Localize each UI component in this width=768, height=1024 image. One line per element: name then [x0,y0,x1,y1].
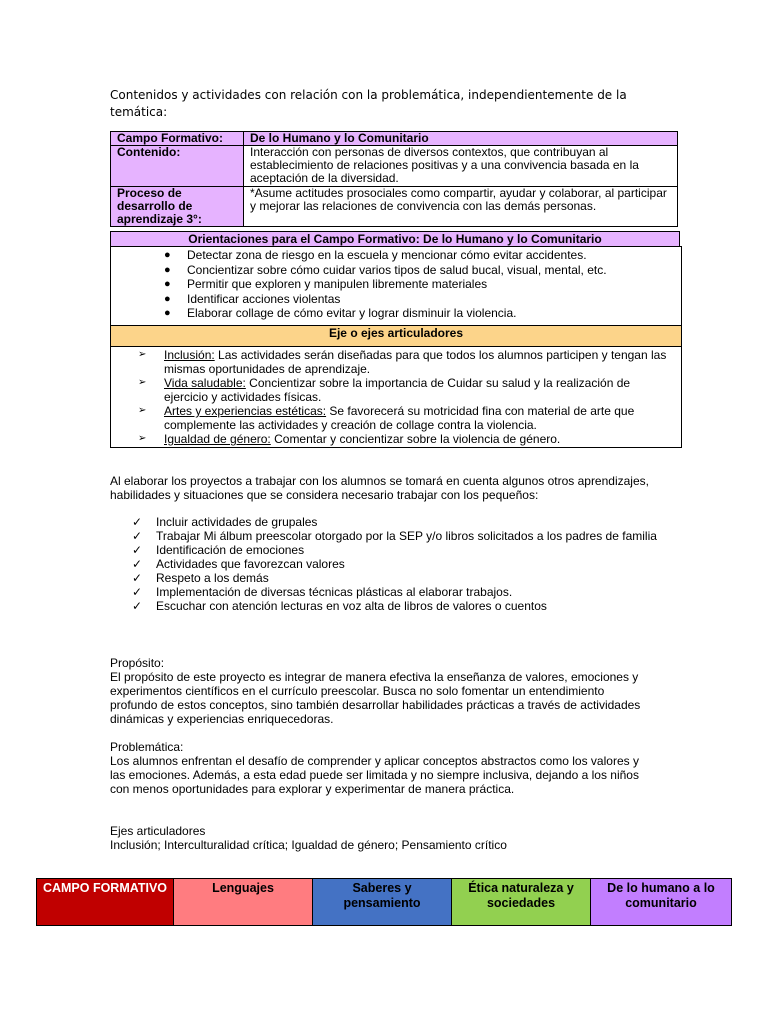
contenido-label: Contenido: [111,146,244,187]
orientacion-item: ● Detectar zona de riesgo en la escuela y mencionar cómo evitar accidentes. [164,248,587,262]
orientacion-item: ● Permitir que exploren y manipulen libremente materiales [164,277,488,291]
orientaciones-title: Orientaciones para el Campo Formativo: De lo Humano y lo Comunitario [110,231,680,247]
campo-etica: Ética naturaleza y sociedades [452,879,591,926]
campo-value: De lo Humano y lo Comunitario [244,132,678,146]
eje-item: ➢ Inclusión: Las actividades serán diseñadas para que todos los alumnos participen y tengan las mismas oportunidades de aprendizaje. [138,348,667,376]
orientacion-item: ● Identificar acciones violentas [164,291,341,306]
check-item: ✓ Implementación de diversas técnicas plásticas al elaborar trabajos. [132,585,513,599]
info-table [110,131,678,227]
check-icon: ✓ [132,543,143,557]
proposito-section [110,656,650,726]
pda-value: *Asume actitudes prosociales como compartir, ayudar y colaborar, al participar y mejorar las relaciones de convivencia con las demás personas. [244,187,678,227]
contenido-value: Interacción con personas de diversos contextos, que contribuyan al establecimiento de relaciones positivas y a una convivencia basada en la aceptación de la diversidad. [244,146,678,187]
check-icon: ✓ [132,571,143,585]
check-item: ✓ Actividades que favorezcan valores [132,557,345,571]
check-icon: ✓ [132,557,143,571]
check-icon: ✓ [132,515,143,529]
check-item: ✓ Identificación de emociones [132,543,305,557]
check-item: ✓ Incluir actividades de grupales [132,515,318,529]
campo-label: Campo Formativo: [111,132,244,146]
campo-lenguajes: Lenguajes [174,879,313,926]
problematica-label: Problemática: [110,740,184,754]
check-item: ✓ Trabajar Mi álbum preescolar otorgado por la SEP y/o libros solicitados a los padres de familia [132,529,657,543]
ejes-box [110,346,682,448]
check-icon: ✓ [132,585,143,599]
problematica-text: Los alumnos enfrentan el desafío de comprender y aplicar conceptos abstractos como los valores y las emociones. Además, a esta edad puede ser limitada y no siempre inclusiva, dejando a los niños con menos oportunidades para explorar y experimentar de manera práctica. [110,754,639,796]
check-item: ✓ Respeto a los demás [132,571,269,585]
campos-formativos-table [36,878,732,926]
checklist [132,515,662,613]
eje-item: ➢ Artes y experiencias estéticas: Se favorecerá su motricidad fina con material de arte que complemente las actividades y creación de collage contra la violencia. [138,404,635,432]
orientacion-item: ● Concientizar sobre cómo cuidar varios tipos de salud bucal, visual, mental, etc. [164,262,607,277]
check-item: ✓ Escuchar con atención lecturas en voz alta de libros de valores o cuentos [132,599,547,613]
ejes-resumen-text: Inclusión; Interculturalidad crítica; Igualdad de género; Pensamiento crítico [110,838,507,852]
proyectos-intro: Al elaborar los proyectos a trabajar con los alumnos se tomará en cuenta algunos otros aprendizajes, habilidades y situaciones que se considera necesario trabajar con los pequeños: [110,474,649,502]
check-icon: ✓ [132,529,143,543]
check-icon: ✓ [132,599,143,613]
intro-text: Contenidos y actividades con relación con la problemática, independientemente de la temática: [110,88,627,119]
proposito-label: Propósito: [110,656,165,670]
eje-item: ➢ Vida saludable: Concientizar sobre la importancia de Cuidar su salud y la realización de ejercicio y actividades físicas. [138,376,631,404]
ejes-resumen-section [110,824,650,852]
orientacion-item: ● Elaborar collage de cómo evitar y lograr disminuir la violencia. [164,306,517,320]
ejes-title: Eje o ejes articuladores [110,325,682,347]
eje-item: ➢ Igualdad de género: Comentar y concientizar sobre la violencia de género. [138,432,561,446]
proposito-text: El propósito de este proyecto es integrar de manera efectiva la enseñanza de valores, emociones y experimentos científicos en el currículo preescolar. Busca no solo fomentar un entendimiento profundo de estos conceptos, sino también desarrollar habilidades prácticas a través de actividades dinámicas y experiencias enriquecedoras. [110,670,641,726]
campo-humano: De lo humano a lo comunitario [591,879,732,926]
problematica-section [110,740,640,796]
campo-formativo-header: CAMPO FORMATIVO [37,879,174,926]
pda-label: Proceso de desarrollo de aprendizaje 3°: [111,187,244,227]
orientaciones-box [110,246,682,326]
campo-saberes: Saberes y pensamiento [313,879,452,926]
ejes-resumen-label: Ejes articuladores [110,824,206,838]
